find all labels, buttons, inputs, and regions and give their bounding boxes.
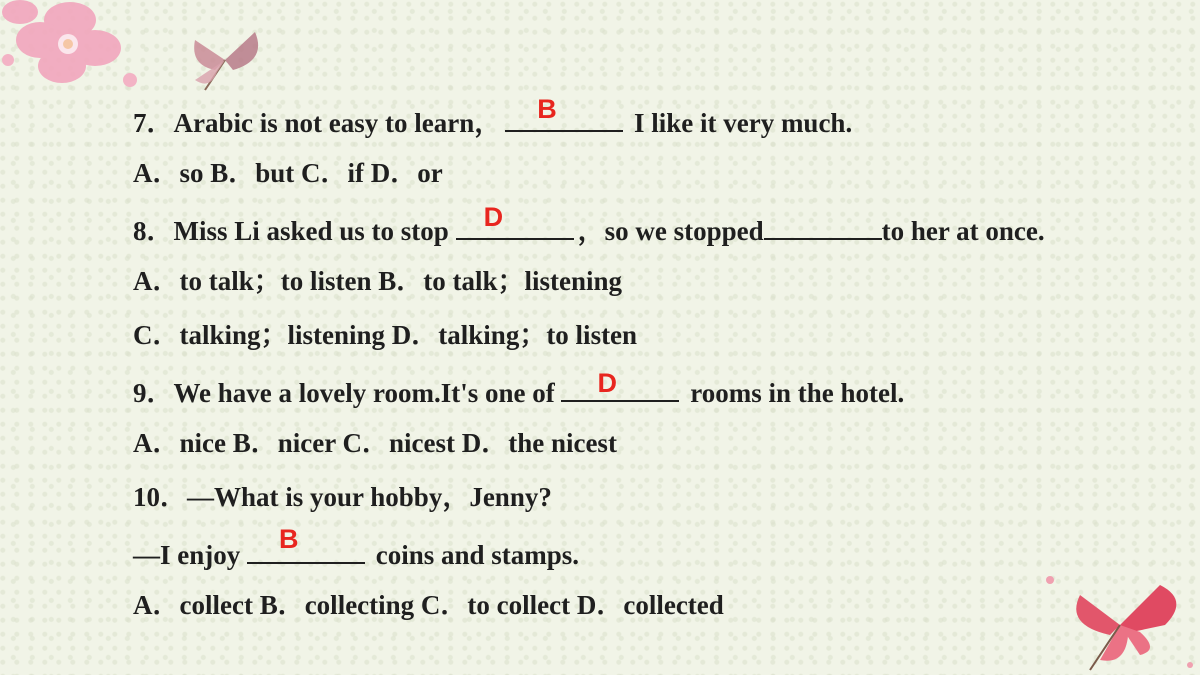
question-8-blank-2 [764,212,882,240]
question-7-text-post: I like it very much. [633,108,853,138]
question-7-blank [505,94,623,132]
question-8-text-pre: 8．Miss Li asked us to stop [133,216,456,246]
question-8-blank-1 [456,202,574,240]
question-8-options-1: A．to talk；to listen B．to talk；listening [133,266,623,296]
question-10-reply [133,524,580,570]
question-9-blank [561,368,679,402]
question-10-answer: B [279,524,299,554]
question-10-blank [247,524,365,564]
question-9-text-post: rooms in the hotel. [690,378,905,408]
question-8-text-mid: ，so we stopped [577,216,764,246]
question-7-text-pre: 7．Arabic is not easy to learn， [133,108,502,138]
question-10-options: A．collect B．collecting C．to collect D．collected [133,590,724,620]
question-9-stem [133,368,905,408]
question-8-text-post: to her at once. [881,216,1045,246]
question-10-text-post: coins and stamps. [375,540,580,570]
flower-decoration-icon [0,0,160,100]
question-8-answer: D [483,202,504,232]
question-8-options-2: C．talking；listening D．talking；to listen [133,320,638,350]
question-9-text-pre: 9．We have a lovely room.It's one of [133,378,562,408]
question-7-answer: B [537,94,557,124]
question-10-text-pre: —I enjoy [133,540,247,570]
question-9-options: A．nice B．nicer C．nicest D．the nicest [133,428,617,458]
question-10-stem: 10．—What is your hobby，Jenny? [133,482,552,512]
butterfly-bottom-icon [1040,570,1200,675]
question-8-stem [133,202,1045,246]
question-9-answer: D [597,368,617,398]
question-7-options: A．so B．but C．if D．or [133,158,443,188]
butterfly-top-icon [175,20,275,100]
question-7-stem [133,94,853,138]
